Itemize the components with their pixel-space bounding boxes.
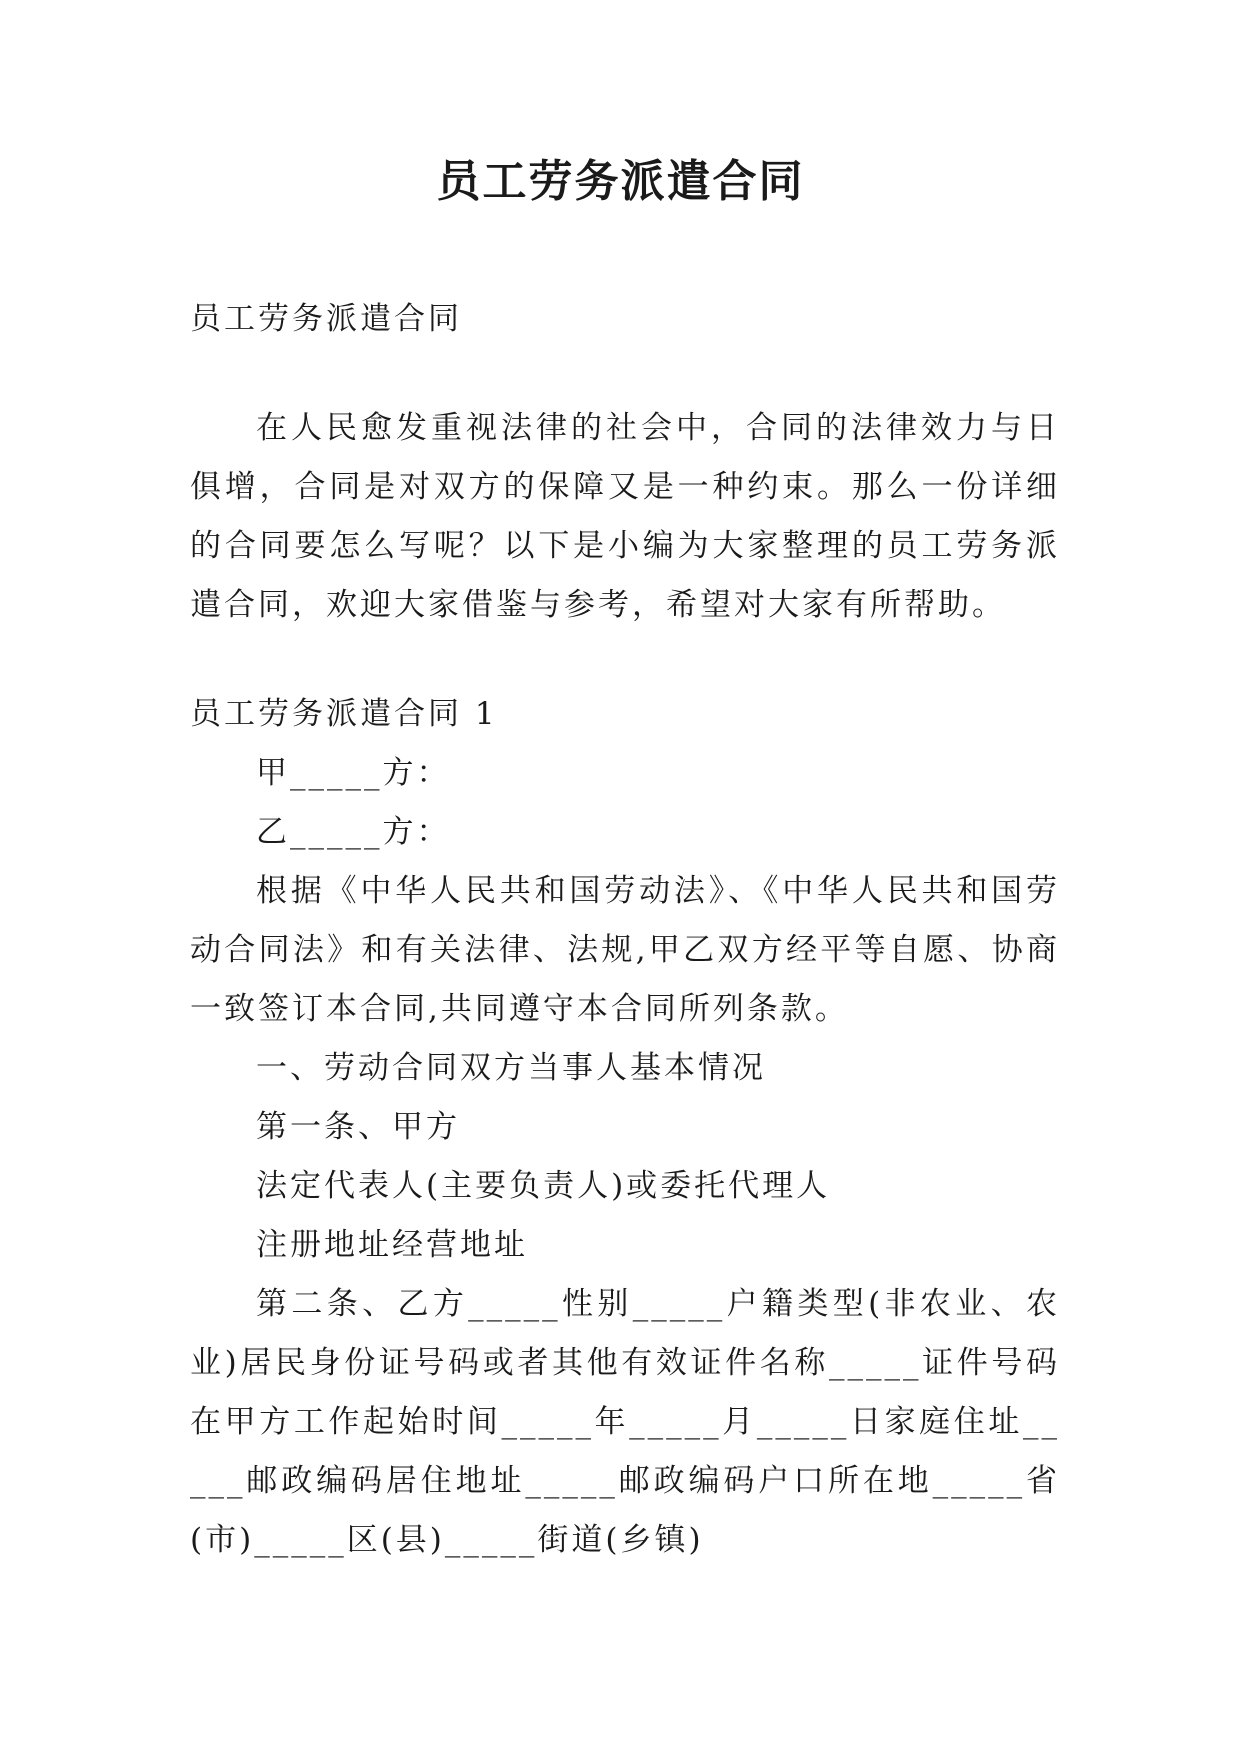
chapter-heading: 一、劳动合同双方当事人基本情况 bbox=[256, 1050, 766, 1086]
document-title: 员工劳务派遣合同 bbox=[436, 156, 805, 207]
intro-paragraph: 在人民愈发重视法律的社会中，合同的法律效力与日俱增，合同是对双方的保障又是一种约束。那么一份详细的合同要怎么写呢？以下是小编为大家整理的员工劳务派遣合同，欢迎大家借鉴与参考，希望对大家有所帮助。 bbox=[190, 410, 1060, 623]
article-1-heading: 第一条、甲方 bbox=[256, 1109, 460, 1145]
legal-representative-line: 法定代表人(主要负责人)或委托代理人 bbox=[256, 1168, 831, 1204]
document-subtitle: 员工劳务派遣合同 bbox=[190, 301, 462, 337]
document-body bbox=[190, 290, 1060, 1570]
party-b-line: 乙_____方： bbox=[256, 814, 451, 850]
section-title: 员工劳务派遣合同 1 bbox=[190, 696, 498, 732]
article-2-paragraph: 第二条、乙方_____性别_____户籍类型(非农业、农业)居民身份证号码或者其他有效证件名称_____证件号码在甲方工作起始时间_____年_____月_____日家庭住址_____邮政编码居住地址_____邮政编码户口所在地_____省(市)_____区(县)_____街道(乡镇) bbox=[190, 1286, 1060, 1558]
address-line: 注册地址经营地址 bbox=[256, 1227, 528, 1263]
party-a-line: 甲_____方： bbox=[256, 755, 451, 791]
basis-paragraph: 根据《中华人民共和国劳动法》、《中华人民共和国劳动合同法》和有关法律、法规,甲乙双方经平等自愿、协商一致签订本合同,共同遵守本合同所列条款。 bbox=[190, 873, 1060, 1027]
